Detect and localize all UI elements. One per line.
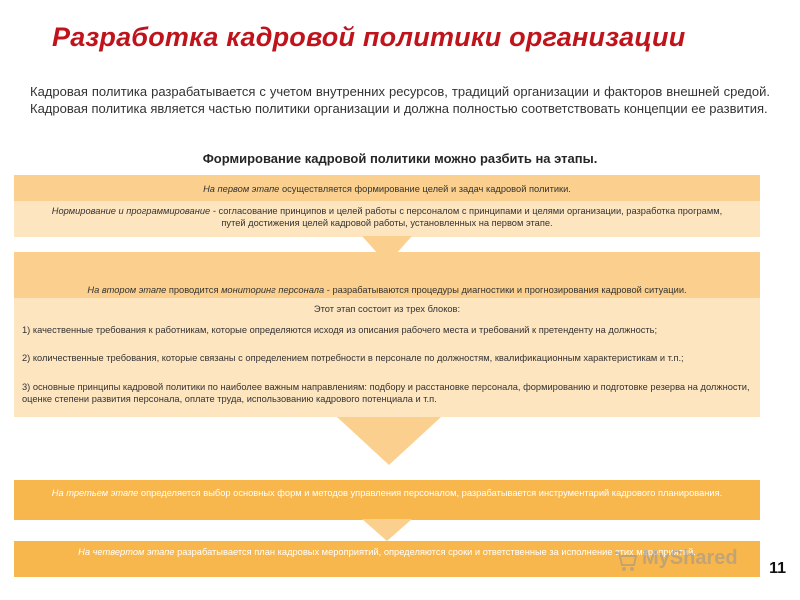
stage1-label: На первом этапе bbox=[203, 184, 280, 194]
stage1-detail bbox=[14, 201, 760, 237]
stage2-detail bbox=[14, 298, 760, 417]
cart-icon bbox=[614, 550, 638, 572]
down-arrow-2 bbox=[337, 417, 441, 467]
slide-title: Разработка кадровой политики организации bbox=[52, 22, 686, 52]
stage1-detail-text: согласование принципов и целей работы с персоналом с принципами и целями организации, разработка программ, путей достижения целей кадровой работы, установленных на первом этапе. bbox=[218, 206, 723, 228]
stage3-band bbox=[14, 480, 760, 520]
stage2-header bbox=[14, 252, 760, 298]
stage2-label-b: мониторинг персонала bbox=[221, 285, 325, 295]
stages-subtitle: Формирование кадровой политики можно разбить на этапы. bbox=[202, 151, 598, 166]
watermark bbox=[612, 542, 782, 578]
stage3-label: На третьем этапе bbox=[51, 488, 139, 498]
stage1-header bbox=[14, 175, 760, 201]
stage2-blocks-intro: Этот этап состоит из трех блоков: bbox=[313, 304, 461, 314]
stage2-block-item: 2) количественные требования, которые связаны с определением потребности в персонале по должностям, квалификационным характеристикам и т.п.; bbox=[22, 353, 684, 363]
intro-paragraph: Кадровая политика разрабатывается с учетом внутренних ресурсов, традиций организации и факторов внешней средой. Кадровая политика является частью политики организации и должна полностью соответствовать концепции ее развития. bbox=[30, 84, 770, 116]
page-number: 11 bbox=[769, 560, 786, 577]
stage2-label: На втором этапе bbox=[87, 285, 167, 295]
stage2-text-b: - разрабатываются процедуры диагностики и прогнозирования кадровой ситуации. bbox=[324, 285, 687, 295]
stage2-text-a: проводится bbox=[166, 285, 222, 295]
stage4-text: разрабатывается план кадровых мероприятий, определяются сроки и ответственные за исполнение этих мероприятий. bbox=[174, 547, 696, 557]
watermark-text: MyShared bbox=[642, 547, 738, 569]
stage2-block-item: 3) основные принципы кадровой политики по наиболее важным направлениям: подбору и расстановке персонала, формированию и подготовке резерва на должности, оценке степени развития персонала, оплате труда, использованию кадрового потенциала и т.п. bbox=[22, 382, 750, 404]
down-arrow-3 bbox=[362, 519, 412, 543]
stage1-detail-label: Нормирование и программирование - bbox=[51, 206, 219, 216]
stage4-label: На четвертом этапе bbox=[78, 547, 175, 557]
stage2-block-item: 1) качественные требования к работникам, которые определяются исходя из описания рабочего места и требований к претенденту на должность; bbox=[22, 325, 658, 335]
stage3-text: определяется выбор основных форм и методов управления персоналом, разрабатывается инструментарий кадрового планирования. bbox=[138, 488, 723, 498]
stage1-text: осуществляется формирование целей и задач кадровой политики. bbox=[279, 184, 571, 194]
